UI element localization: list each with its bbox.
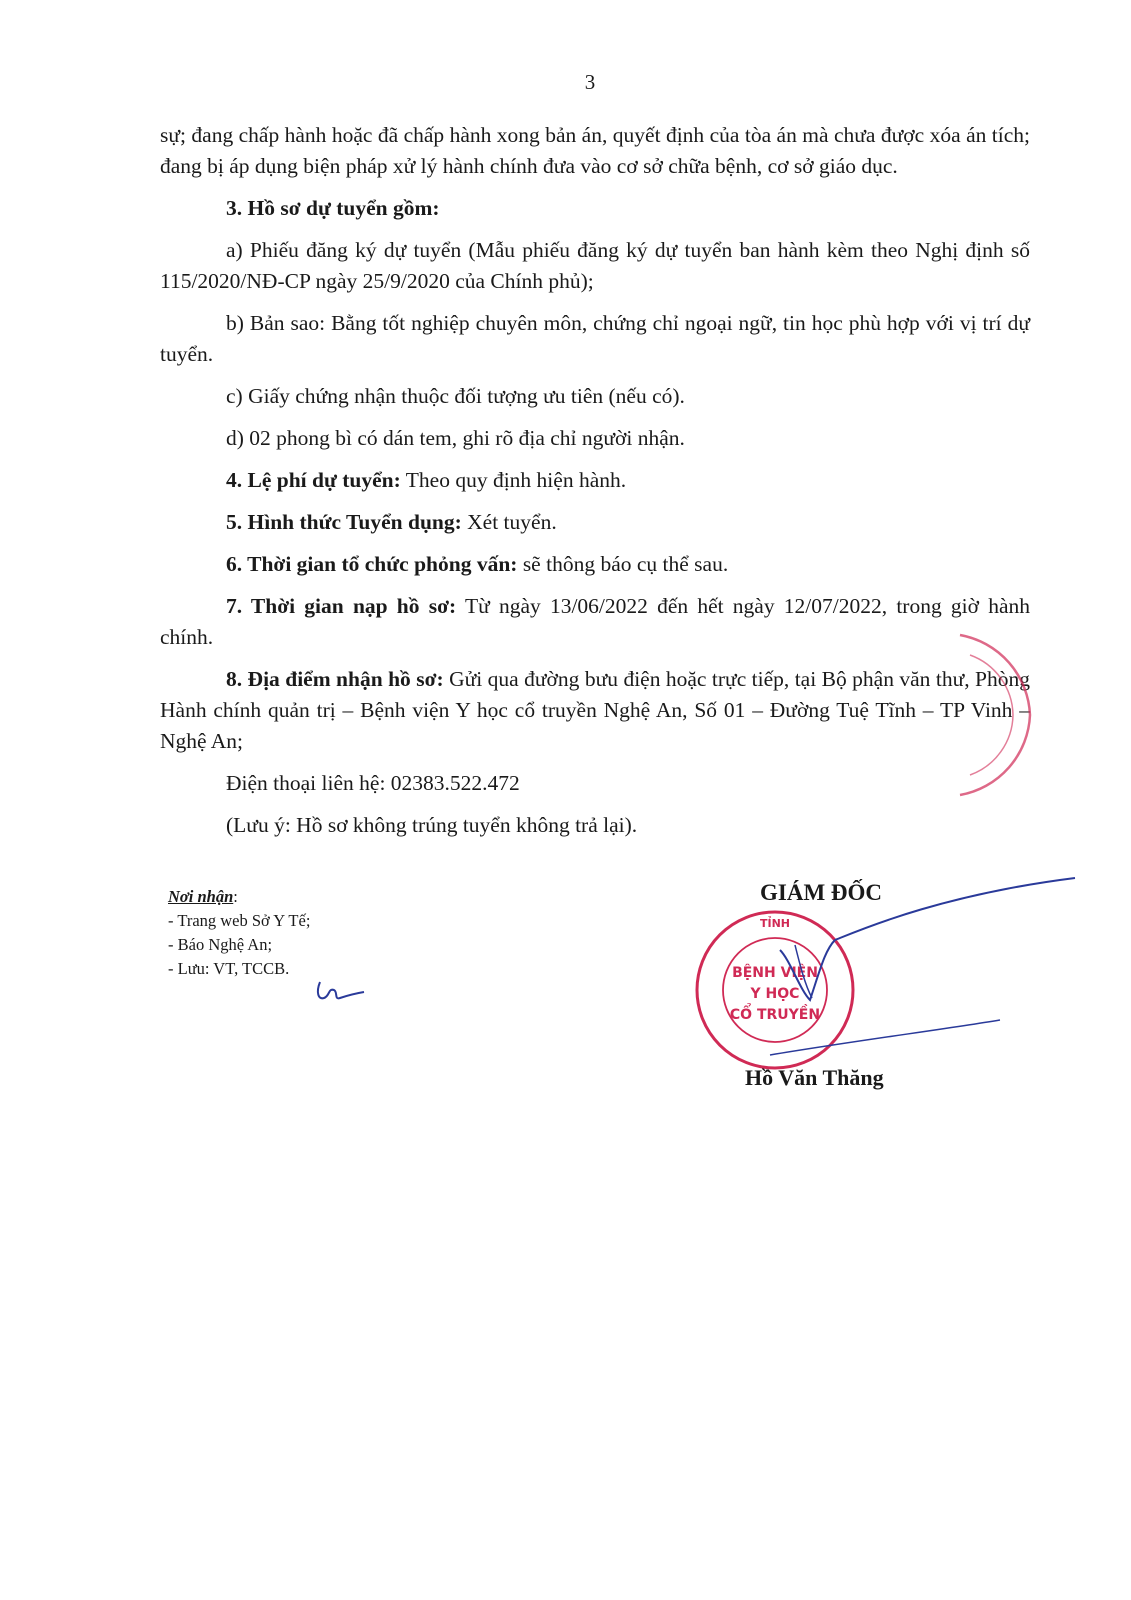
recipients-heading: Nơi nhận (168, 887, 234, 906)
section-8-text: Gửi qua đường bưu điện hoặc trực tiếp, tại Bộ phận văn thư, Phòng Hành chính quản trị – Bệnh viện Y học cổ truyền Nghệ An, Số 01 – Đường Tuệ Tĩnh – TP Vinh – Nghệ An; (160, 667, 1030, 753)
section-5 (160, 507, 1030, 538)
section-6-text: sẽ thông báo cụ thể sau. (517, 552, 729, 576)
recipients-block (168, 885, 528, 981)
section-3-item-a: a) Phiếu đăng ký dự tuyển (Mẫu phiếu đăng ký dự tuyển ban hành kèm theo Nghị định số 115/2020/NĐ-CP ngày 25/9/2020 của Chính phủ); (160, 238, 1030, 293)
page-number: 3 (584, 70, 596, 94)
section-7-label: 7. Thời gian nạp hồ sơ: (226, 594, 457, 618)
paragraph-continuation: sự; đang chấp hành hoặc đã chấp hành xong bản án, quyết định của tòa án mà chưa được xóa án tích; đang bị áp dụng biện pháp xử lý hành chính đưa vào cơ sở chữa bệnh, cơ sở giáo dục. (160, 123, 1030, 178)
document-body (160, 120, 1030, 852)
stamp-line-2: Y HỌC (750, 986, 800, 1002)
signer-title: GIÁM ĐỐC (760, 880, 883, 905)
note: (Lưu ý: Hồ sơ không trúng tuyển không trả lại). (226, 813, 638, 837)
section-3-heading: 3. Hồ sơ dự tuyển gồm: (226, 196, 440, 220)
section-6 (160, 549, 1030, 580)
section-5-text: Xét tuyển. (461, 510, 557, 534)
stamp-ring-top: TỈNH (759, 917, 791, 930)
section-7-text: Từ ngày 13/06/2022 đến hết ngày 12/07/2022, trong giờ hành chính. (160, 594, 1030, 649)
recipient-item: - Báo Nghệ An; (168, 935, 273, 954)
recipients-heading-colon: : (233, 887, 238, 906)
section-3-item-d: d) 02 phong bì có dán tem, ghi rõ địa chỉ người nhận. (226, 426, 685, 450)
section-7 (160, 591, 1030, 653)
signer-name: Hồ Văn Thăng (745, 1065, 884, 1090)
recipient-item: - Trang web Sở Y Tế; (168, 911, 311, 930)
side-seal-stamp-icon (955, 625, 1045, 805)
section-3-item-b: b) Bản sao: Bằng tốt nghiệp chuyên môn, chứng chỉ ngoại ngữ, tin học phù hợp với vị trí dự tuyển. (160, 311, 1030, 366)
stamp-line-1: BỆNH VIỆN (732, 965, 818, 981)
section-5-label: 5. Hình thức Tuyển dụng: (226, 510, 462, 534)
section-4-label: 4. Lệ phí dự tuyển: (226, 468, 401, 492)
handwritten-signature-icon (740, 870, 1080, 1060)
section-4 (160, 465, 1030, 496)
section-4-text: Theo quy định hiện hành. (400, 468, 627, 492)
stamp-line-3: CỔ TRUYỀN (729, 1007, 821, 1023)
recipient-item: - Lưu: VT, TCCB. (168, 959, 290, 978)
section-6-label: 6. Thời gian tổ chức phỏng vấn: (226, 552, 518, 576)
contact-phone: Điện thoại liên hệ: 02383.522.472 (226, 771, 520, 795)
recipients-heading-line (168, 885, 528, 909)
section-8-label: 8. Địa điểm nhận hồ sơ: (226, 667, 444, 691)
section-3-item-c: c) Giấy chứng nhận thuộc đối tượng ưu tiên (nếu có). (226, 384, 685, 408)
handwritten-initials-icon (312, 972, 372, 1006)
section-8 (160, 664, 1030, 757)
